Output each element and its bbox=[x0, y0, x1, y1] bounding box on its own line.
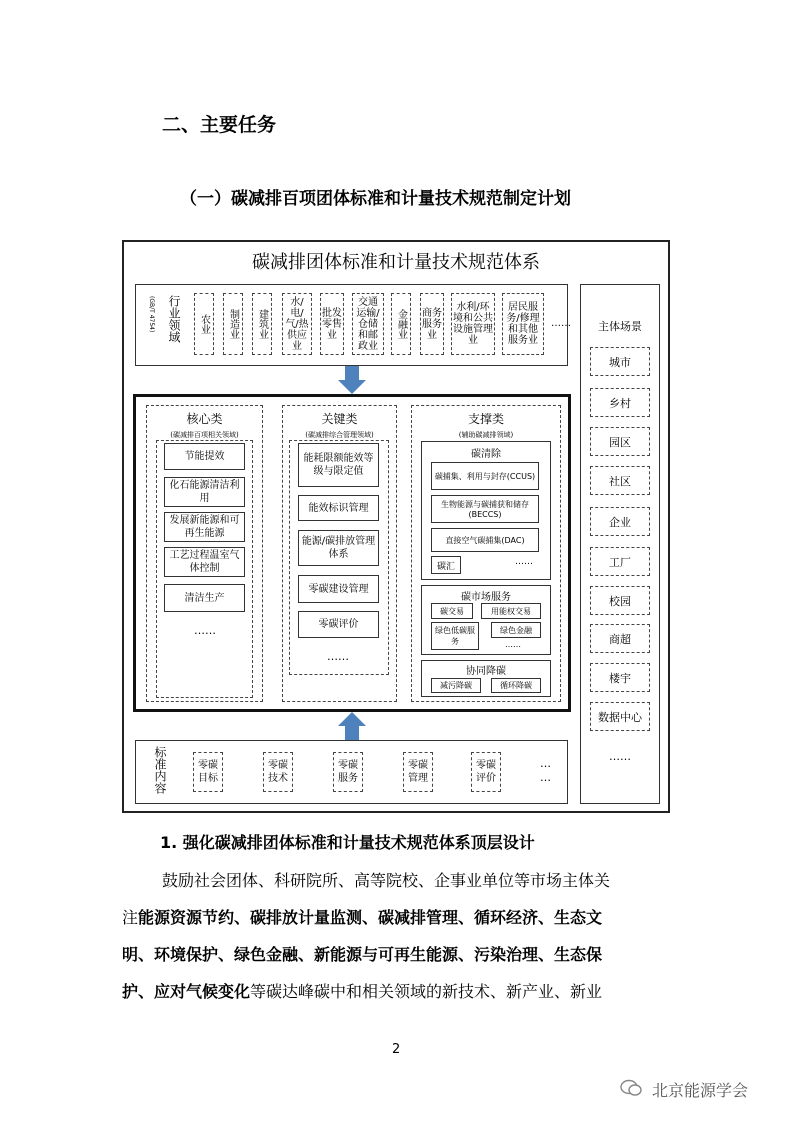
scene-item: 企业 bbox=[590, 507, 650, 536]
arrow-down-head-icon bbox=[338, 380, 366, 394]
section-title: 1. 强化碳减排团体标准和计量技术规范体系顶层设计 bbox=[160, 833, 535, 852]
industry-item: 制造业 bbox=[223, 293, 243, 355]
industry-more: …… bbox=[551, 318, 571, 329]
key-item: 零碳建设管理 bbox=[298, 575, 379, 603]
paragraph-bold: 护、应对气候变化 bbox=[122, 982, 251, 1001]
industry-note: (GB/T 4754) bbox=[148, 296, 155, 333]
industry-item: 农业 bbox=[194, 293, 214, 355]
synergy-title: 协同降碳 bbox=[466, 666, 506, 677]
scene-item: 楼宇 bbox=[590, 663, 650, 692]
scene-item: 园区 bbox=[590, 427, 650, 456]
core-item: 清洁生产 bbox=[164, 584, 245, 612]
scenes-title: 主体场景 bbox=[598, 320, 642, 333]
standards-label: 标准内容 bbox=[153, 746, 167, 794]
industry-label: 行业领域 bbox=[167, 295, 181, 343]
market-item: 绿色金融 bbox=[491, 622, 541, 638]
industry-item: 水利/环境和公共设施管理业 bbox=[451, 293, 495, 355]
page-number: 2 bbox=[392, 1042, 401, 1057]
key-item: 能源/碳排放管理体系 bbox=[298, 530, 379, 566]
industry-item: 金融业 bbox=[391, 293, 411, 355]
market-item: 用能权交易 bbox=[481, 603, 541, 619]
paragraph-line bbox=[122, 899, 602, 937]
key-subtitle: (碳减排综合管理领域) bbox=[305, 431, 374, 439]
section-heading: 二、主要任务 bbox=[162, 114, 277, 136]
key-item: 能耗限额能效等级与限定值 bbox=[298, 443, 379, 487]
scene-item: 数据中心 bbox=[590, 702, 650, 731]
arrow-down-icon bbox=[345, 366, 359, 380]
synergy-item: 循环降碳 bbox=[491, 678, 541, 693]
core-item: 工艺过程温室气体控制 bbox=[164, 547, 245, 577]
synergy-item: 减污降碳 bbox=[431, 678, 481, 693]
removal-item: 生物能源与碳捕获和储存(BECCS) bbox=[431, 495, 539, 523]
market-item: 绿色低碳服务 bbox=[431, 622, 479, 650]
watermark-text: 北京能源学会 bbox=[652, 1081, 749, 1100]
standard-item: 零碳服务 bbox=[333, 752, 363, 792]
market-title: 碳市场服务 bbox=[461, 592, 511, 603]
key-more: …… bbox=[327, 650, 349, 663]
scene-item: 城市 bbox=[590, 347, 650, 376]
scene-item: 社区 bbox=[590, 466, 650, 495]
industry-item: 商务服务业 bbox=[420, 293, 444, 355]
removal-title: 碳清除 bbox=[471, 449, 501, 460]
paragraph-line: 明、环境保护、绿色金融、新能源与可再生能源、污染治理、生态保 bbox=[122, 945, 603, 964]
core-title: 核心类 bbox=[186, 412, 223, 426]
industry-item: 交通运输/仓储和邮政业 bbox=[352, 293, 384, 355]
paragraph-text: 注 bbox=[122, 908, 139, 927]
figure-title: 碳减排团体标准和计量技术规范体系 bbox=[252, 252, 540, 273]
scenes-more: …… bbox=[609, 750, 631, 763]
key-item: 能效标识管理 bbox=[298, 495, 379, 521]
standard-item: 零碳目标 bbox=[193, 752, 223, 792]
key-item: 零碳评价 bbox=[298, 611, 379, 638]
standard-item: 零碳管理 bbox=[403, 752, 433, 792]
standard-item: 零碳评价 bbox=[471, 752, 501, 792]
paragraph-bold: 能源资源节约、碳排放计量监测、碳减排管理、循环经济、生态文 bbox=[138, 908, 603, 927]
paragraph-line: 鼓励社会团体、科研院所、高等院校、企事业单位等市场主体关 bbox=[162, 871, 611, 890]
industry-item: 居民服务/修理和其他服务业 bbox=[502, 293, 544, 355]
industry-item: 建筑业 bbox=[252, 293, 272, 355]
scene-item: 乡村 bbox=[590, 388, 650, 417]
market-item: 碳交易 bbox=[431, 603, 473, 619]
paragraph-line bbox=[122, 973, 602, 1011]
support-subtitle: (辅助碳减排领域) bbox=[458, 431, 514, 439]
carbon-sink: 碳汇 bbox=[431, 556, 461, 574]
industry-item: 批发零售业 bbox=[320, 293, 344, 355]
core-more: …… bbox=[194, 624, 216, 637]
core-item: 化石能源清洁利用 bbox=[164, 477, 245, 507]
scene-item: 商超 bbox=[590, 624, 650, 653]
core-subtitle: (碳减排百项相关领域) bbox=[170, 431, 239, 439]
market-more: …… bbox=[505, 640, 521, 649]
subsection-heading: （一）碳减排百项团体标准和计量技术规范制定计划 bbox=[180, 189, 571, 209]
scene-item: 校园 bbox=[590, 586, 650, 615]
wechat-icon bbox=[620, 1079, 642, 1097]
core-item: 节能提效 bbox=[164, 443, 245, 470]
key-title: 关键类 bbox=[321, 412, 358, 426]
removal-more: …… bbox=[515, 557, 533, 567]
standards-more: … … bbox=[540, 757, 551, 784]
standard-item: 零碳技术 bbox=[263, 752, 293, 792]
arrow-up-head-icon bbox=[338, 712, 366, 726]
scene-item: 工厂 bbox=[590, 547, 650, 576]
support-title: 支撑类 bbox=[467, 412, 504, 426]
core-item: 发展新能源和可再生能源 bbox=[164, 512, 245, 542]
paragraph-text: 等碳达峰碳中和相关领域的新技术、新产业、新业 bbox=[250, 982, 603, 1001]
industry-item: 水/电/气/热供应业 bbox=[282, 293, 312, 355]
removal-item: 直接空气碳捕集(DAC) bbox=[431, 528, 539, 552]
removal-item: 碳捕集、利用与封存(CCUS) bbox=[431, 462, 539, 490]
arrow-up-icon bbox=[345, 726, 359, 740]
